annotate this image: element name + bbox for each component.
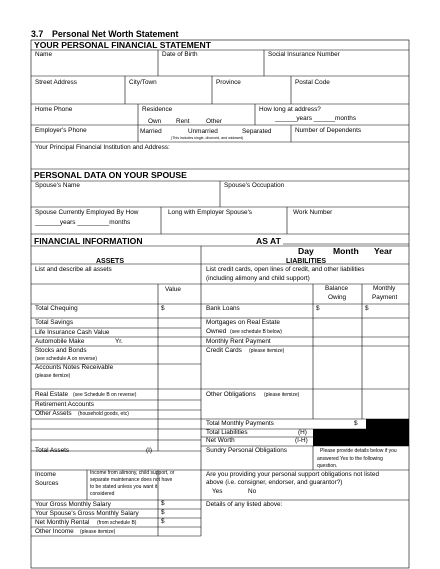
dollar-sign: $ bbox=[161, 500, 165, 507]
province-label: Province bbox=[216, 79, 241, 86]
rent-payment-label: Monthly Rent Payment bbox=[206, 338, 271, 345]
institution-label: Your Principal Financial Institution and Address: bbox=[35, 144, 170, 151]
accounts-receivable-label: Accounts Notes Receivable bbox=[35, 364, 114, 371]
credit-cards-note: (please itemize) bbox=[249, 348, 285, 354]
shaded-cell bbox=[313, 429, 366, 437]
other-obligations-note: (please itemize) bbox=[264, 392, 300, 398]
automobile-year-label: Yr. bbox=[115, 338, 123, 345]
spouse-work-number-label: Work Number bbox=[293, 209, 333, 216]
value-column-header: Value bbox=[165, 286, 181, 293]
spouse-name-label: Spouse's Name bbox=[35, 182, 80, 189]
spouse-gross-salary-label: Your Spouse's Gross Monthly Salary bbox=[35, 510, 139, 517]
other-assets-note: (household goods, etc) bbox=[78, 411, 129, 417]
sundry-note-3: question. bbox=[317, 463, 338, 469]
income-sources-label-2: Sources bbox=[35, 480, 59, 487]
marital-married-option[interactable]: Married bbox=[140, 128, 162, 135]
net-worth-ref: (I-H) bbox=[295, 437, 308, 444]
liabilities-description-2: (including alimony and child support) bbox=[206, 275, 310, 282]
spouse-section-header: PERSONAL DATA ON YOUR SPOUSE bbox=[34, 170, 187, 180]
total-monthly-payments-label: Total Monthly Payments bbox=[206, 420, 274, 427]
city-label: City/Town bbox=[129, 79, 157, 86]
dollar-sign: $ bbox=[354, 420, 358, 427]
dollar-sign: $ bbox=[161, 518, 165, 525]
other-obligations-label: Other Obligations bbox=[206, 391, 256, 398]
monthly-payment-header-1: Monthly bbox=[373, 285, 396, 292]
monthly-payment-header-2: Payment bbox=[372, 294, 398, 301]
other-assets-label: Other Assets bbox=[35, 410, 72, 417]
total-chequing-label: Total Chequing bbox=[35, 305, 78, 312]
section-number: 3.7 bbox=[31, 29, 44, 39]
net-rental-label: Net Monthly Rental bbox=[35, 519, 90, 526]
balance-owing-header-1: Balance bbox=[325, 285, 349, 292]
as-at-label: AS AT bbox=[256, 236, 281, 246]
retirement-label: Retirement Accounts bbox=[35, 401, 94, 408]
how-long-label: How long at address? bbox=[259, 106, 321, 113]
support-question-2: above (i.e. consigner, endorser, and guarantor?) bbox=[206, 479, 343, 486]
shaded-cell bbox=[313, 437, 409, 446]
home-phone-label: Home Phone bbox=[35, 106, 73, 113]
spouse-long-with-employer-label: Long with Employer Spouse's bbox=[168, 209, 252, 216]
liabilities-description-1: List credit cards, open lines of credit, and other liabilities bbox=[206, 266, 365, 273]
mortgages-label: Mortgages on Real Estate bbox=[206, 319, 280, 326]
sin-label: Social Insurance Number bbox=[268, 51, 340, 58]
dollar-sign: $ bbox=[316, 429, 320, 436]
owned-note: (see schedule B below) bbox=[230, 329, 282, 335]
other-income-note: (please itemize) bbox=[80, 529, 116, 535]
marital-separated-option[interactable]: Separated bbox=[242, 128, 272, 135]
sundry-note-1: Please provide details below if you bbox=[320, 448, 397, 454]
spouse-occupation-label: Spouse's Occupation bbox=[224, 182, 285, 189]
total-savings-label: Total Savings bbox=[35, 319, 74, 326]
assets-description: List and describe all assets bbox=[35, 266, 112, 273]
support-question-1: Are you providing your personal support obligations not listed bbox=[206, 471, 380, 478]
residence-label: Residence bbox=[142, 106, 173, 113]
sundry-note-2: answered Yes to the following bbox=[317, 456, 383, 462]
automobile-label: Automobile Make bbox=[35, 338, 85, 345]
dollar-sign: $ bbox=[161, 305, 165, 312]
address-duration-field[interactable]: ______years ______months bbox=[275, 115, 357, 122]
residence-own-option[interactable]: Own bbox=[148, 118, 162, 125]
net-rental-note: (from schedule B) bbox=[97, 520, 137, 526]
residence-rent-option[interactable]: Rent bbox=[176, 118, 190, 125]
income-note-3: to be stated unless you want it bbox=[90, 484, 158, 490]
income-sources-label-1: Income bbox=[35, 471, 56, 478]
liabilities-header: LIABILITIES bbox=[286, 258, 327, 265]
balance-owing-header-2: Owing bbox=[328, 294, 347, 301]
accounts-receivable-note: (please itemize) bbox=[35, 373, 71, 379]
dob-label: Date of Birth bbox=[162, 51, 198, 58]
income-note-2: separate maintenance does not have bbox=[90, 477, 173, 483]
total-assets-ref: (I) bbox=[146, 447, 153, 454]
real-estate-label: Real Estate bbox=[35, 391, 69, 398]
marital-note: (This includes single, divorced, and widowed) bbox=[171, 136, 244, 140]
dependents-label: Number of Dependents bbox=[295, 127, 362, 134]
assets-header: ASSETS bbox=[96, 258, 125, 265]
stocks-bonds-note: (see schedule A on reverse) bbox=[35, 356, 97, 362]
dollar-sign: $ bbox=[316, 305, 320, 312]
net-worth-label: Net Worth bbox=[206, 437, 235, 444]
financial-section-header: FINANCIAL INFORMATION bbox=[34, 236, 143, 246]
income-note-1: Income from alimony, child support, or bbox=[90, 470, 175, 476]
dollar-sign: $ bbox=[365, 305, 369, 312]
owned-label: Owned bbox=[206, 328, 227, 335]
total-assets-label: Total Assets bbox=[35, 447, 70, 454]
day-label: Day bbox=[298, 246, 314, 256]
support-yes-option[interactable]: Yes bbox=[212, 488, 223, 495]
credit-cards-label: Credit Cards bbox=[206, 347, 242, 354]
life-insurance-label: Life Insurance Cash Value bbox=[35, 329, 110, 336]
dollar-sign: $ bbox=[161, 509, 165, 516]
details-label: Details of any listed above: bbox=[206, 501, 283, 508]
marital-unmarried-option[interactable]: Unmarried bbox=[188, 128, 218, 135]
other-income-label: Other Income bbox=[35, 528, 74, 535]
support-no-option[interactable]: No bbox=[248, 488, 257, 495]
postal-label: Postal Code bbox=[295, 79, 330, 86]
form-title: YOUR PERSONAL FINANCIAL STATEMENT bbox=[34, 40, 211, 50]
employer-phone-label: Employer's Phone bbox=[35, 127, 87, 134]
shaded-cell bbox=[366, 429, 409, 437]
sundry-obligations-label: Sundry Personal Obligations bbox=[206, 447, 287, 454]
shaded-cell bbox=[366, 419, 409, 429]
bank-loans-label: Bank Loans bbox=[206, 305, 240, 312]
real-estate-note: (see Schedule B on reverse) bbox=[73, 392, 137, 398]
gross-salary-label: Your Gross Monthly Salary bbox=[35, 501, 111, 508]
spouse-employed-label: Spouse Currently Employed By How bbox=[35, 209, 139, 216]
month-label: Month bbox=[333, 246, 359, 256]
section-title: Personal Net Worth Statement bbox=[52, 29, 179, 39]
name-label: Name bbox=[35, 51, 53, 58]
stocks-bonds-label: Stocks and Bonds bbox=[35, 347, 87, 354]
residence-other-option[interactable]: Other bbox=[206, 118, 222, 125]
total-liabilities-ref: (H) bbox=[298, 429, 307, 436]
year-label: Year bbox=[374, 246, 393, 256]
spouse-employment-duration-field[interactable]: _______years _________months bbox=[35, 219, 131, 226]
street-label: Street Address bbox=[35, 79, 77, 86]
income-note-4: considered bbox=[90, 491, 115, 497]
total-liabilities-label: Total Liabilities bbox=[206, 429, 248, 436]
